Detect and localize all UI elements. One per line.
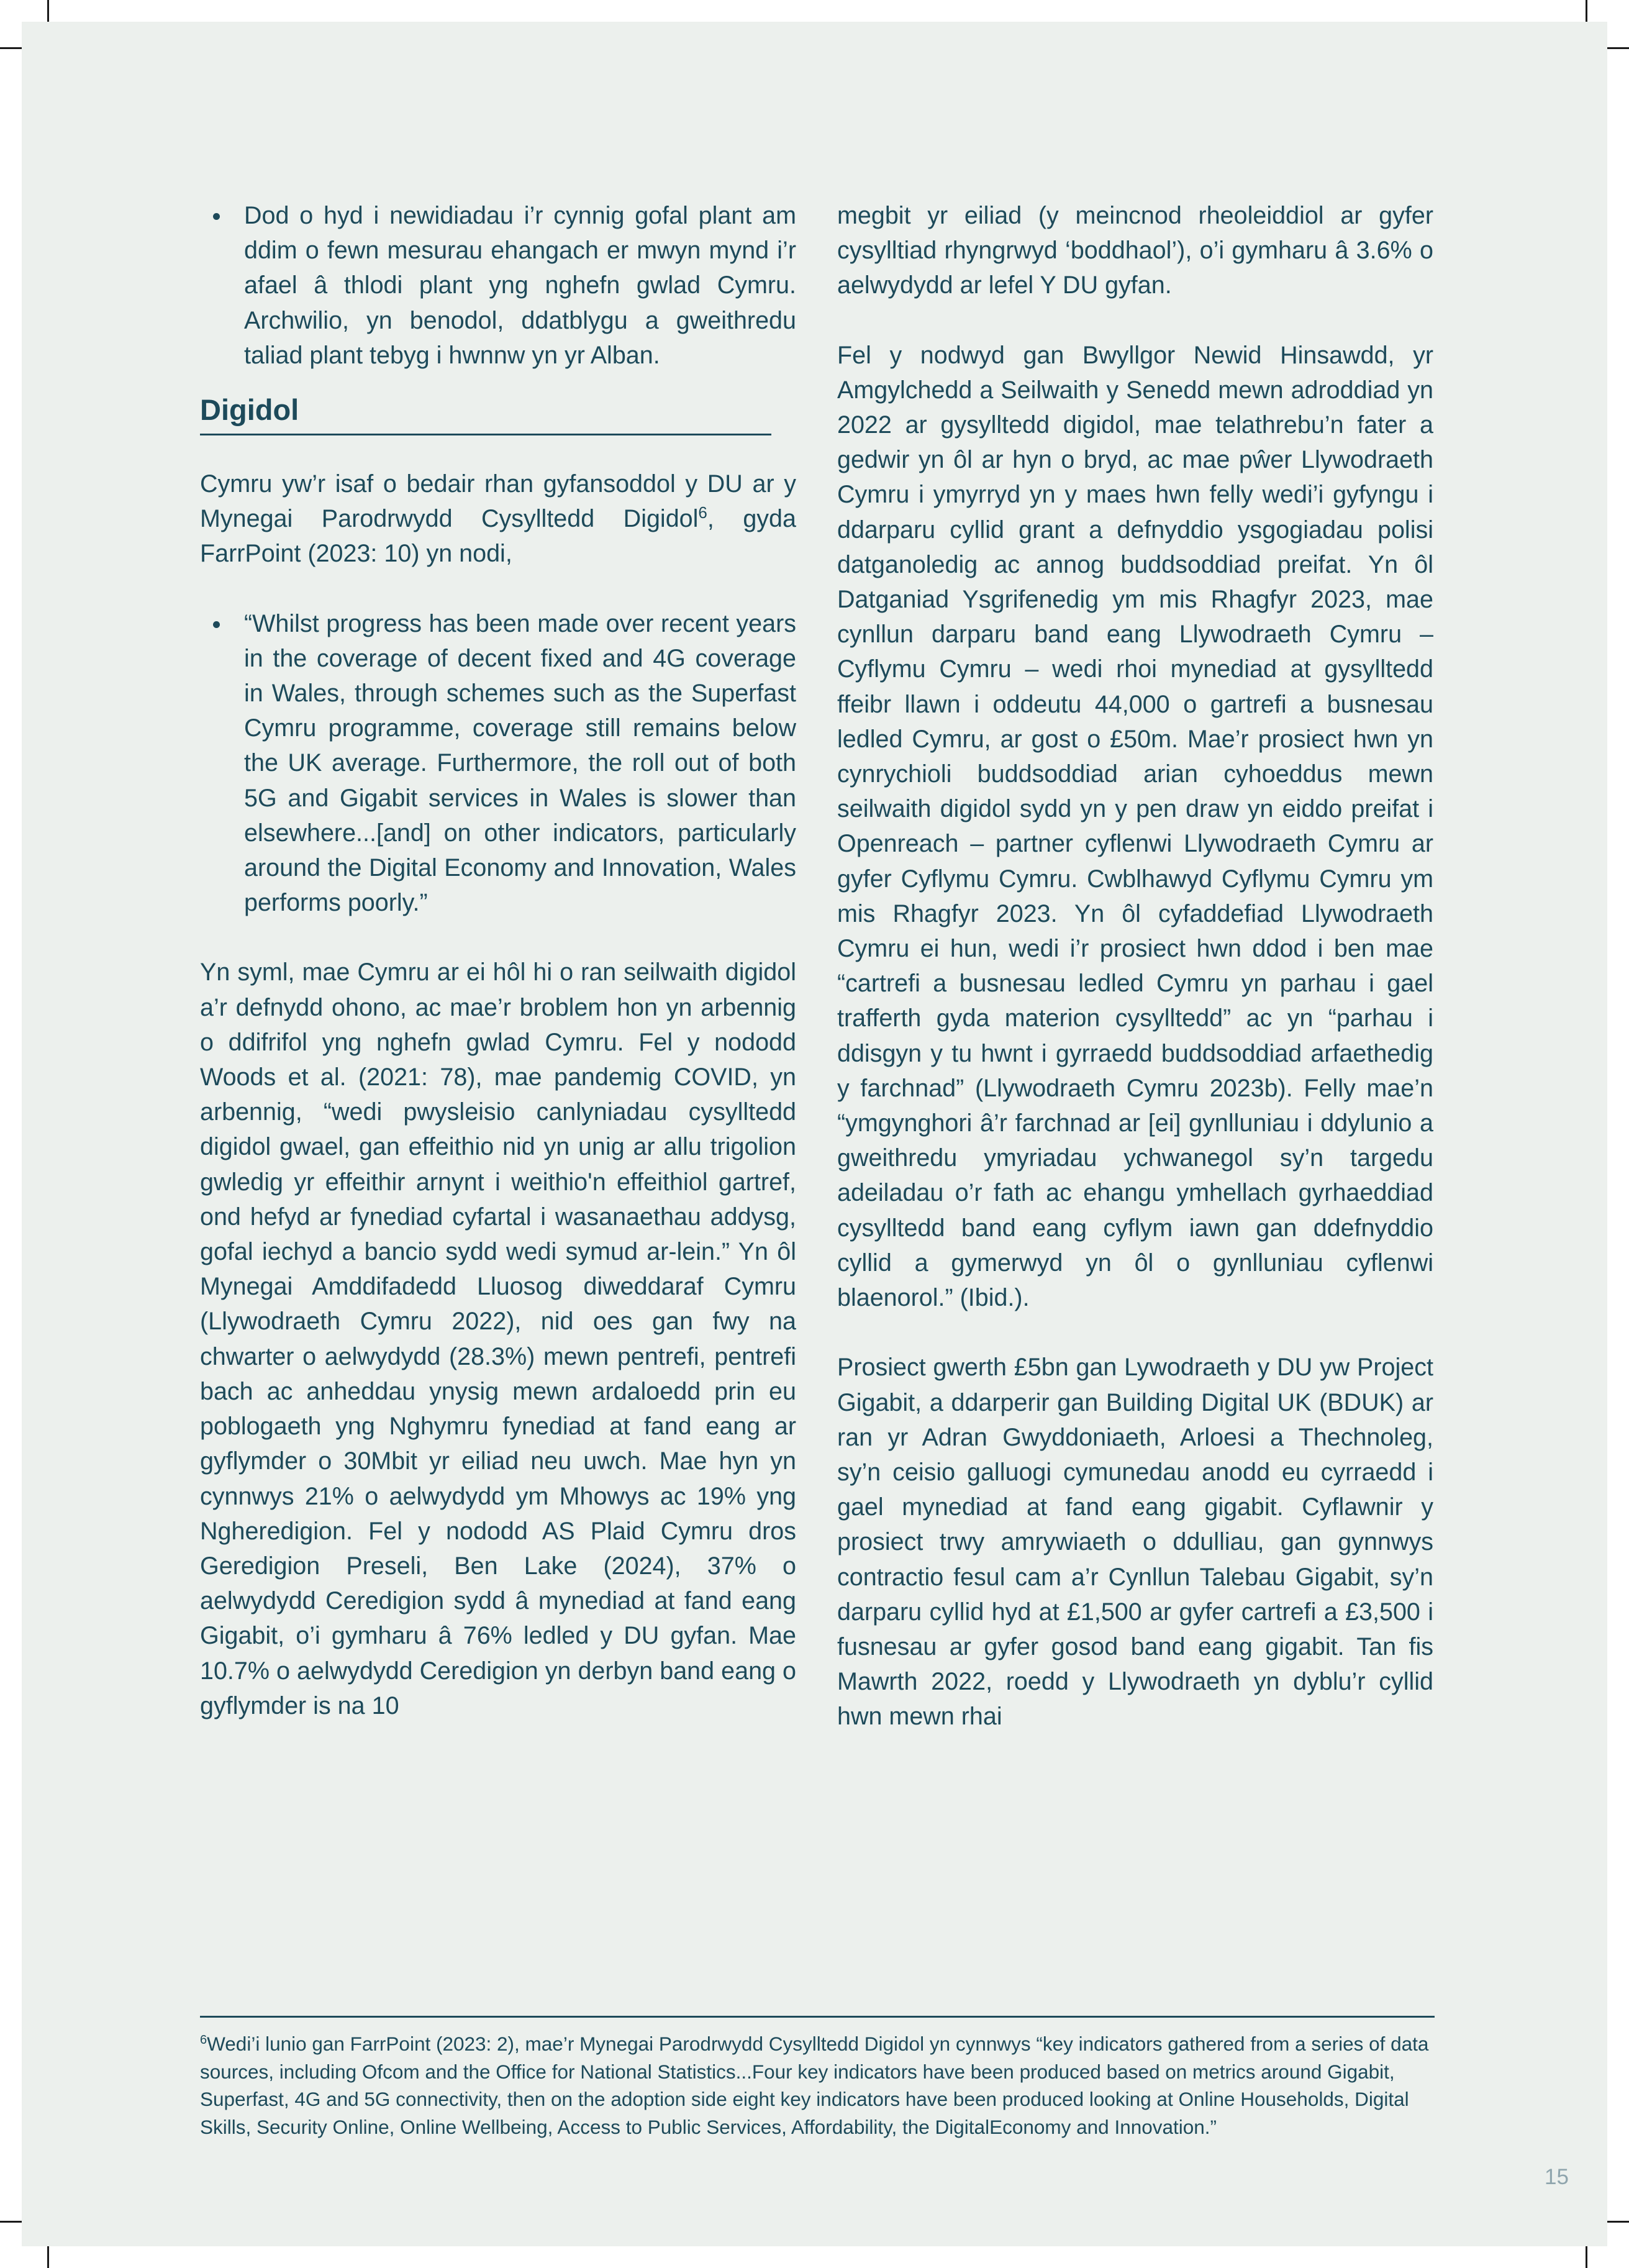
- paragraph: megbit yr eiliad (y meincnod rheoleiddiol ar gyfer cysylltiad rhyngrwyd ‘boddhaol’), o’i gymharu â 3.6% o aelwydydd ar lefel Y DU gyfan.: [837, 202, 1433, 299]
- footnote-ref: 6: [698, 503, 707, 522]
- page-number: 15: [1545, 2165, 1569, 2189]
- bullet-item: Dod o hyd i newidiadau i’r cynnig gofal plant am ddim o fewn mesurau ehangach er mwyn mynd i’r afael â thlodi plant yng nghefn gwlad Cymru. Archwilio, yn benodol, ddatblygu a gweithredu taliad plant tebyg i hwnnw yn yr Alban.: [244, 198, 796, 373]
- paragraph: Fel y nodwyd gan Bwyllgor Newid Hinsawdd, yr Amgylchedd a Seilwaith y Senedd mewn adroddiad yn 2022 ar gysylltedd digidol, mae telathrebu’n fater a gedwir yn ôl ar hyn o bryd, ac mae pŵer Llywodraeth Cymru i ymyrryd yn y maes hwn felly wedi’i gyfyngu i ddarparu cyllid grant a defnyddio ysgogiadau polisi datganoledig ac annog buddsoddiad preifat. Yn ôl Datganiad Ysgrifenedig ym mis Rhagfyr 2023, mae cynllun darparu band eang Llywodraeth Cymru – Cyflymu Cymru – wedi rhoi mynediad at gysylltedd ffeibr llawn i oddeutu 44,000 o gartrefi a busnesau ledled Cymru, ar gost o £50m. Mae’r prosiect hwn yn cynrychioli buddsoddiad arian cyhoeddus mewn seilwaith digidol sydd yn y pen draw yn eiddo preifat i Openreach – partner cyflenwi Llywodraeth Cymru ar gyfer Cyflymu Cymru. Cwblhawyd Cyflymu Cymru ym mis Rhagfyr 2023. Yn ôl cyfaddefiad Llywodraeth Cymru ei hun, wedi i’r prosiect hwn ddod i ben mae “cartrefi a busnesau ledled Cymru yn parhau i gael trafferth gyda materion cysylltedd” ac yn “parhau i ddisgyn y tu hwnt i gyrraedd buddsoddiad arfaethedig y farchnad” (Llywodraeth Cymru 2023b). Felly mae’n “ymgynghori â’r farchnad ar [ei] gynlluniau i ddylunio a gweithredu ymyriadau ychwanegol sy’n targedu adeiladau o’r fath ac ehangu ymhellach gyrhaeddiad cysylltedd band eang cyflym iawn gan ddefnyddio cyllid a gymerwyd yn ôl o gynlluniau cyflenwi blaenorol.” (Ibid.).: [837, 341, 1433, 1312]
- paragraph: [200, 467, 796, 572]
- footnote: [200, 2016, 1435, 2141]
- page: [22, 22, 1607, 2246]
- crop-mark: [47, 0, 49, 25]
- quote-list: [200, 606, 796, 921]
- paragraph-text: , gyda FarrPoint (2023: 10) yn nodi,: [200, 505, 796, 568]
- section-heading: Digidol: [200, 391, 771, 435]
- crop-mark: [1586, 2243, 1587, 2268]
- crop-mark: [1604, 2221, 1629, 2223]
- bullet-list: [200, 198, 796, 373]
- paragraph: Yn syml, mae Cymru ar ei hôl hi o ran seilwaith digidol a’r defnydd ohono, ac mae’r broblem hon yn arbennig o ddifrifol yng nghefn gwlad Cymru. Fel y nododd Woods et al. (2021: 78), mae pandemig COVID, yn arbennig, “wedi pwysleisio canlyniadau cysylltedd digidol gwael, gan effeithio nid yn unig ar allu trigolion gwledig yr effeithir arnynt i weithio'n effeithiol gartref, ond hefyd ar fynediad cyfartal i wasanaethau addysg, gofal iechyd a bancio sydd wedi symud ar-lein.” Yn ôl Mynegai Amddifadedd Lluosog diweddaraf Cymru (Llywodraeth Cymru 2022), nid oes gan fwy na chwarter o aelwydydd (28.3%) mewn pentrefi, pentrefi bach ac anheddau ynysig mewn ardaloedd prin eu poblogaeth yng Nghymru fynediad at fand eang ar gyflymder o 30Mbit yr eiliad neu uwch. Mae hyn yn cynnwys 21% o aelwydydd ym Mhowys ac 19% yng Ngheredigion. Fel y nododd AS Plaid Cymru dros Geredigion Preseli, Ben Lake (2024), 37% o aelwydydd Ceredigion sydd â mynediad at fand eang Gigabit, o’i gymharu â 76% ledled y DU gyfan. Mae 10.7% o aelwydydd Ceredigion yn derbyn band eang o gyflymder is na 10: [200, 959, 796, 1719]
- paragraph-text: Cymru yw’r isaf o bedair rhan gyfansoddol y DU ar y Mynegai Parodrwydd Cysylltedd Digidol: [200, 470, 796, 533]
- right-column: [837, 198, 1433, 1734]
- quote-item: “Whilst progress has been made over recent years in the coverage of decent fixed and 4G coverage in Wales, through schemes such as the Superfast Cymru programme, coverage still remains below the UK average. Furthermore, the roll out of both 5G and Gigabit services in Wales is slower than elsewhere...[and] on other indicators, particularly around the Digital Economy and Innovation, Wales performs poorly.”: [244, 606, 796, 921]
- crop-mark: [1586, 0, 1587, 25]
- crop-mark: [0, 47, 25, 49]
- footnote-marker: 6: [200, 2033, 207, 2047]
- crop-mark: [0, 2221, 25, 2223]
- paragraph: Prosiect gwerth £5bn gan Lywodraeth y DU yw Project Gigabit, a ddarperir gan Building Digital UK (BDUK) ar ran yr Adran Gwyddoniaeth, Arloesi a Thechnoleg, sy’n ceisio galluogi cymunedau anodd eu cyrraedd i gael mynediad at fand eang gigabit. Cyflawnir y prosiect trwy amrywiaeth o ddulliau, gan gynnwys contractio fesul cam a’r Cynllun Talebau Gigabit, sy’n darparu cyllid hyd at £1,500 ar gyfer cartrefi a £3,500 i fusnesau ar gyfer gosod band eang gigabit. Tan fis Mawrth 2022, roedd y Llywodraeth yn dyblu’r cyllid hwn mewn rhai: [837, 1354, 1433, 1731]
- crop-mark: [1604, 47, 1629, 49]
- left-column: [200, 198, 796, 1723]
- footnote-text: Wedi’i lunio gan FarrPoint (2023: 2), mae’r Mynegai Parodrwydd Cysylltedd Digidol yn cynnwys “key indicators gathered from a series of data sources, including Ofcom and the Office for National Statistics...Four key indicators have been produced based on metrics around Gigabit, Superfast, 4G and 5G connectivity, then on the adoption side eight key indicators have been produced looking at Online Households, Digital Skills, Security Online, Online Wellbeing, Access to Public Services, Affordability, the DigitalEconomy and Innovation.”: [200, 2033, 1429, 2138]
- crop-mark: [47, 2243, 49, 2268]
